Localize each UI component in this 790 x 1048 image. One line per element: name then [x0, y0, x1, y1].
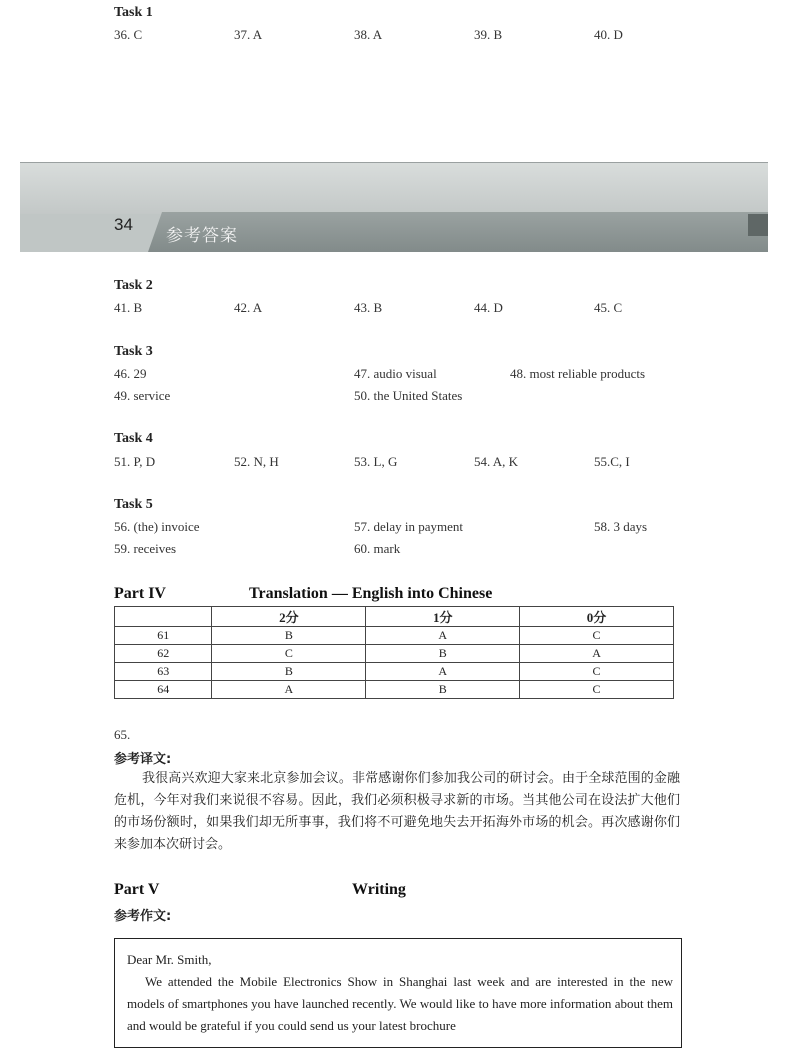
answer-43: 43. B — [354, 300, 383, 315]
answer-47: 47. audio visual — [354, 366, 437, 381]
answer-37: 37. A — [234, 27, 263, 42]
item-65-number: 65. — [114, 727, 131, 742]
answer-54: 54. A, K — [474, 454, 519, 469]
sample-letter-box — [114, 938, 682, 1048]
table-cell: B — [212, 663, 366, 681]
table-row — [115, 627, 674, 645]
table-cell: B — [366, 645, 520, 663]
table-cell: 62 — [115, 645, 212, 663]
page-title: 参考答案 — [166, 226, 238, 246]
task5-title: Task 5 — [114, 497, 153, 512]
answer-42: 42. A — [234, 300, 263, 315]
part4-title: Translation — English into Chinese — [249, 585, 493, 602]
answer-58: 58. 3 days — [594, 519, 648, 534]
answer-41: 41. B — [114, 300, 143, 315]
answer-56: 56. (the) invoice — [114, 519, 200, 534]
reference-essay-label: 参考作文: — [114, 909, 172, 924]
table-cell: C — [520, 663, 674, 681]
answer-45: 45. C — [594, 300, 623, 315]
answer-44: 44. D — [474, 300, 503, 315]
task1-title: Task 1 — [114, 5, 153, 20]
table-cell: C — [520, 681, 674, 699]
table-header-cell: 1分 — [366, 607, 520, 627]
answer-38: 38. A — [354, 27, 383, 42]
answer-55: 55.C, I — [594, 454, 630, 469]
answer-53: 53. L, G — [354, 454, 398, 469]
header-title-bar — [148, 212, 768, 252]
task4-title: Task 4 — [114, 431, 153, 446]
translation-answer-table — [114, 606, 674, 699]
table-header-cell: 0分 — [520, 607, 674, 627]
table-cell: 63 — [115, 663, 212, 681]
part5-label: Part V — [114, 881, 160, 898]
table-cell: A — [366, 627, 520, 645]
table-row — [115, 645, 674, 663]
table-cell: C — [212, 645, 366, 663]
answer-49: 49. service — [114, 388, 171, 403]
answer-52: 52. N, H — [234, 454, 279, 469]
reference-translation-label: 参考译文: — [114, 752, 172, 767]
table-header-cell: 2分 — [212, 607, 366, 627]
header-band-line — [20, 162, 768, 163]
part5-title: Writing — [352, 881, 406, 898]
table-cell: A — [520, 645, 674, 663]
letter-salutation: Dear Mr. Smith, — [127, 952, 212, 967]
answer-59: 59. receives — [114, 541, 177, 556]
table-cell: A — [212, 681, 366, 699]
answer-39: 39. B — [474, 27, 503, 42]
letter-body: We attended the Mobile Electronics Show in Shanghai last week and are interested in the new models of smartphones you have launched recently. We would like to have more information about them and would be grateful if you could send us your latest brochure — [127, 974, 673, 1033]
table-cell: A — [366, 663, 520, 681]
task3-title: Task 3 — [114, 344, 153, 359]
task2-title: Task 2 — [114, 278, 153, 293]
reference-translation-text: 我很高兴欢迎大家来北京参加会议。非常感谢你们参加我公司的研讨会。由于全球范围的金融危机，今年对我们来说很不容易。因此，我们必须积极寻求新的市场。当其他公司在设法扩大他们的市场份额时，如果我们却无所事事，我们将不可避免地失去开拓海外市场的机会。再次感谢你们来参加本次研讨会。 — [114, 771, 680, 852]
table-cell: 61 — [115, 627, 212, 645]
header-band-top — [20, 162, 768, 214]
table-row — [115, 681, 674, 699]
answer-46: 46. 29 — [114, 366, 147, 381]
answer-40: 40. D — [594, 27, 623, 42]
table-header-row — [115, 607, 674, 627]
answer-50: 50. the United States — [354, 388, 463, 403]
table-cell: B — [212, 627, 366, 645]
header-tab-marker — [748, 214, 768, 236]
page-number: 34 — [114, 215, 133, 234]
part4-label: Part IV — [114, 585, 166, 602]
table-cell: C — [520, 627, 674, 645]
table-cell: B — [366, 681, 520, 699]
answer-48: 48. most reliable products — [510, 366, 646, 381]
table-header-cell — [115, 607, 212, 627]
answer-51: 51. P, D — [114, 454, 156, 469]
table-cell: 64 — [115, 681, 212, 699]
answer-36: 36. C — [114, 27, 143, 42]
answer-57: 57. delay in payment — [354, 519, 464, 534]
answer-60: 60. mark — [354, 541, 401, 556]
table-row — [115, 663, 674, 681]
